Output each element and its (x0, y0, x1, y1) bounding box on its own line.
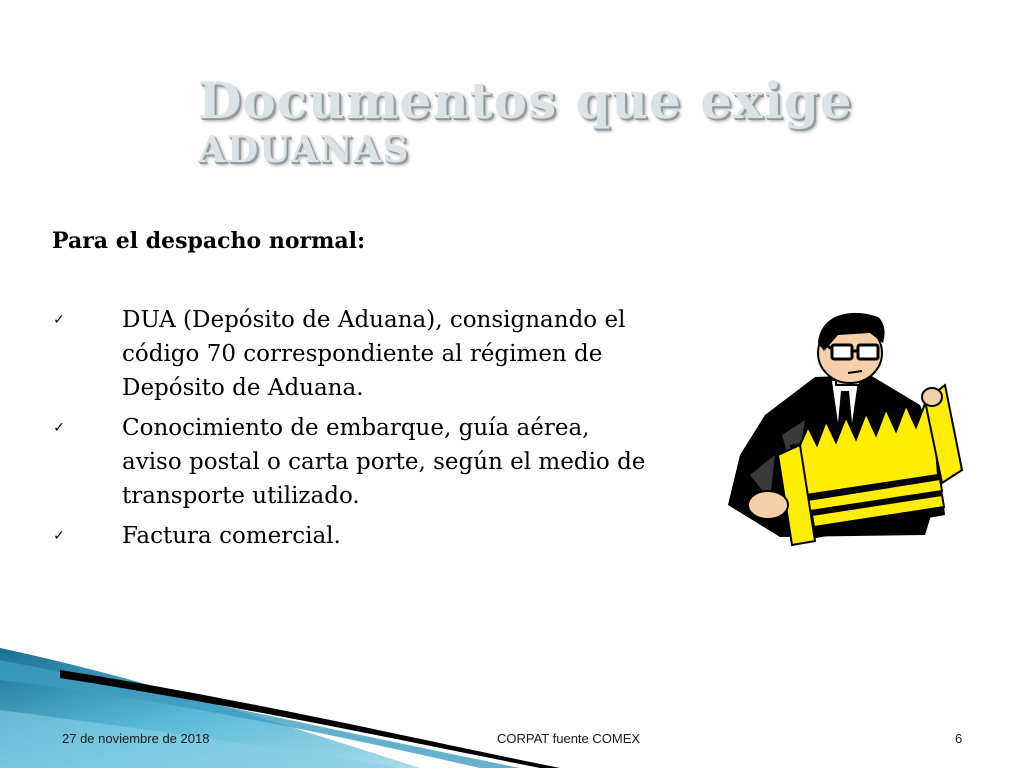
slide-title-block (198, 72, 918, 170)
footer-date: 27 de noviembre de 2018 (62, 731, 210, 746)
bullet-text: Conocimiento de embarque, guía aérea, aviso postal o carta porte, según el medio de transporte utilizado. (122, 415, 646, 509)
businessman-file-box-illustration (720, 305, 970, 550)
footer-source: CORPAT fuente COMEX (497, 731, 641, 746)
slide-title: Documentos que exige (198, 71, 853, 130)
decorative-wave-band (0, 640, 1024, 768)
checkmark-icon: ✓ (53, 312, 65, 328)
bullet-item (52, 411, 652, 513)
bullet-text: Factura comercial. (122, 523, 341, 549)
bullet-text: DUA (Depósito de Aduana), consignando el código 70 correspondiente al régimen de Depósito de Aduana. (122, 307, 626, 401)
checkmark-icon: ✓ (53, 528, 65, 544)
checkmark-icon: ✓ (53, 420, 65, 436)
intro-heading: Para el despacho normal: (52, 228, 366, 254)
bullet-item (52, 303, 652, 405)
footer-page-number: 6 (955, 731, 963, 746)
bullet-item (52, 519, 652, 553)
slide-subtitle: ADUANAS (198, 129, 410, 171)
bullet-list (52, 303, 652, 559)
